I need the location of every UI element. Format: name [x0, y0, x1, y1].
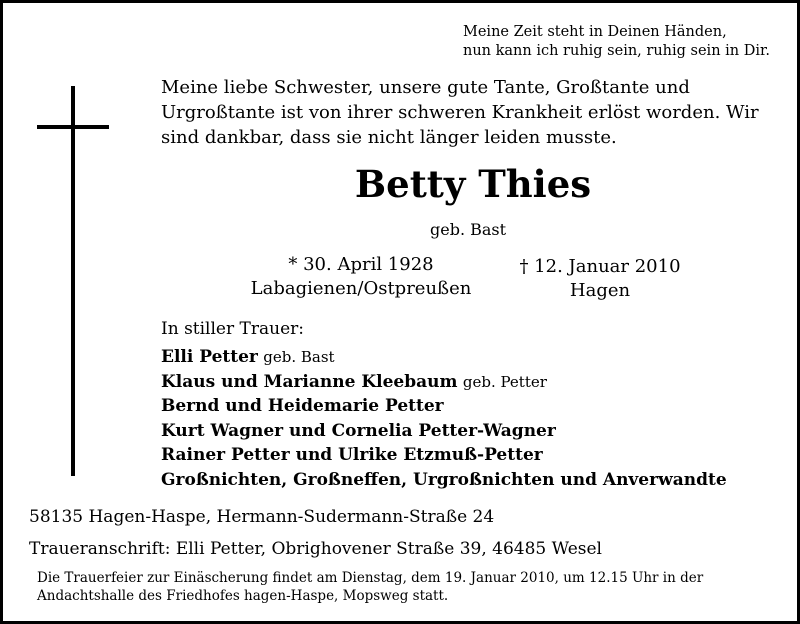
motto-line: Meine Zeit steht in Deinen Händen, — [463, 24, 727, 40]
mourner-row — [161, 394, 727, 419]
deceased-name: Betty Thies — [354, 162, 592, 206]
mourners-list — [161, 345, 727, 493]
cross-icon — [71, 86, 75, 476]
mourning-heading: In stiller Trauer: — [161, 319, 304, 339]
death-date: † 12. Januar 2010 — [519, 256, 681, 277]
mourner-name: Rainer Petter und Ulrike Etzmuß-Petter — [161, 445, 543, 466]
funeral-info — [37, 569, 703, 605]
intro-line: sind dankbar, dass sie nicht länger leiden musste. — [161, 127, 617, 148]
birth-place: Labagienen/Ostpreußen — [250, 278, 472, 299]
cross-icon-bar — [37, 125, 109, 129]
funeral-line: Die Trauerfeier zur Einäscherung findet am Dienstag, dem 19. Januar 2010, um 12.15 Uhr in der — [37, 570, 704, 586]
mourner-row — [161, 443, 727, 468]
mourner-row — [161, 419, 727, 444]
intro-line: Meine liebe Schwester, unsere gute Tante, Großtante und — [161, 77, 690, 98]
motto-line: nun kann ich ruhig sein, ruhig sein in Dir. — [463, 43, 770, 59]
birth-date: * 30. April 1928 — [288, 254, 434, 275]
mourner-name: Großnichten, Großneffen, Urgroßnichten und Anverwandte — [161, 469, 727, 490]
home-address: 58135 Hagen-Haspe, Hermann-Sudermann-Straße 24 — [29, 507, 495, 527]
motto-verse — [463, 23, 770, 61]
mourner-row — [161, 468, 727, 493]
mourner-name: Kurt Wagner und Cornelia Petter-Wagner — [161, 420, 556, 441]
mourner-name: Elli Petter — [161, 347, 258, 367]
mourner-name: Bernd und Heidemarie Petter — [161, 396, 444, 417]
mourner-name: Klaus und Marianne Kleebaum — [161, 371, 458, 392]
mourning-address: Traueranschrift: Elli Petter, Obrighovener Straße 39, 46485 Wesel — [29, 539, 602, 559]
death-info — [511, 255, 689, 303]
death-place: Hagen — [569, 280, 631, 301]
mourner-note: geb. Petter — [462, 372, 547, 391]
funeral-line: Andachtshalle des Friedhofes hagen-Haspe, Mopsweg statt. — [37, 588, 449, 604]
birth-info — [243, 253, 479, 301]
mourner-note: geb. Bast — [263, 348, 335, 366]
intro-text — [161, 75, 759, 150]
mourner-row — [161, 345, 727, 370]
mourner-row — [161, 370, 727, 395]
deceased-born-name: geb. Bast — [430, 220, 507, 239]
intro-line: Urgroßtante ist von ihrer schweren Krankheit erlöst worden. Wir — [161, 102, 759, 123]
